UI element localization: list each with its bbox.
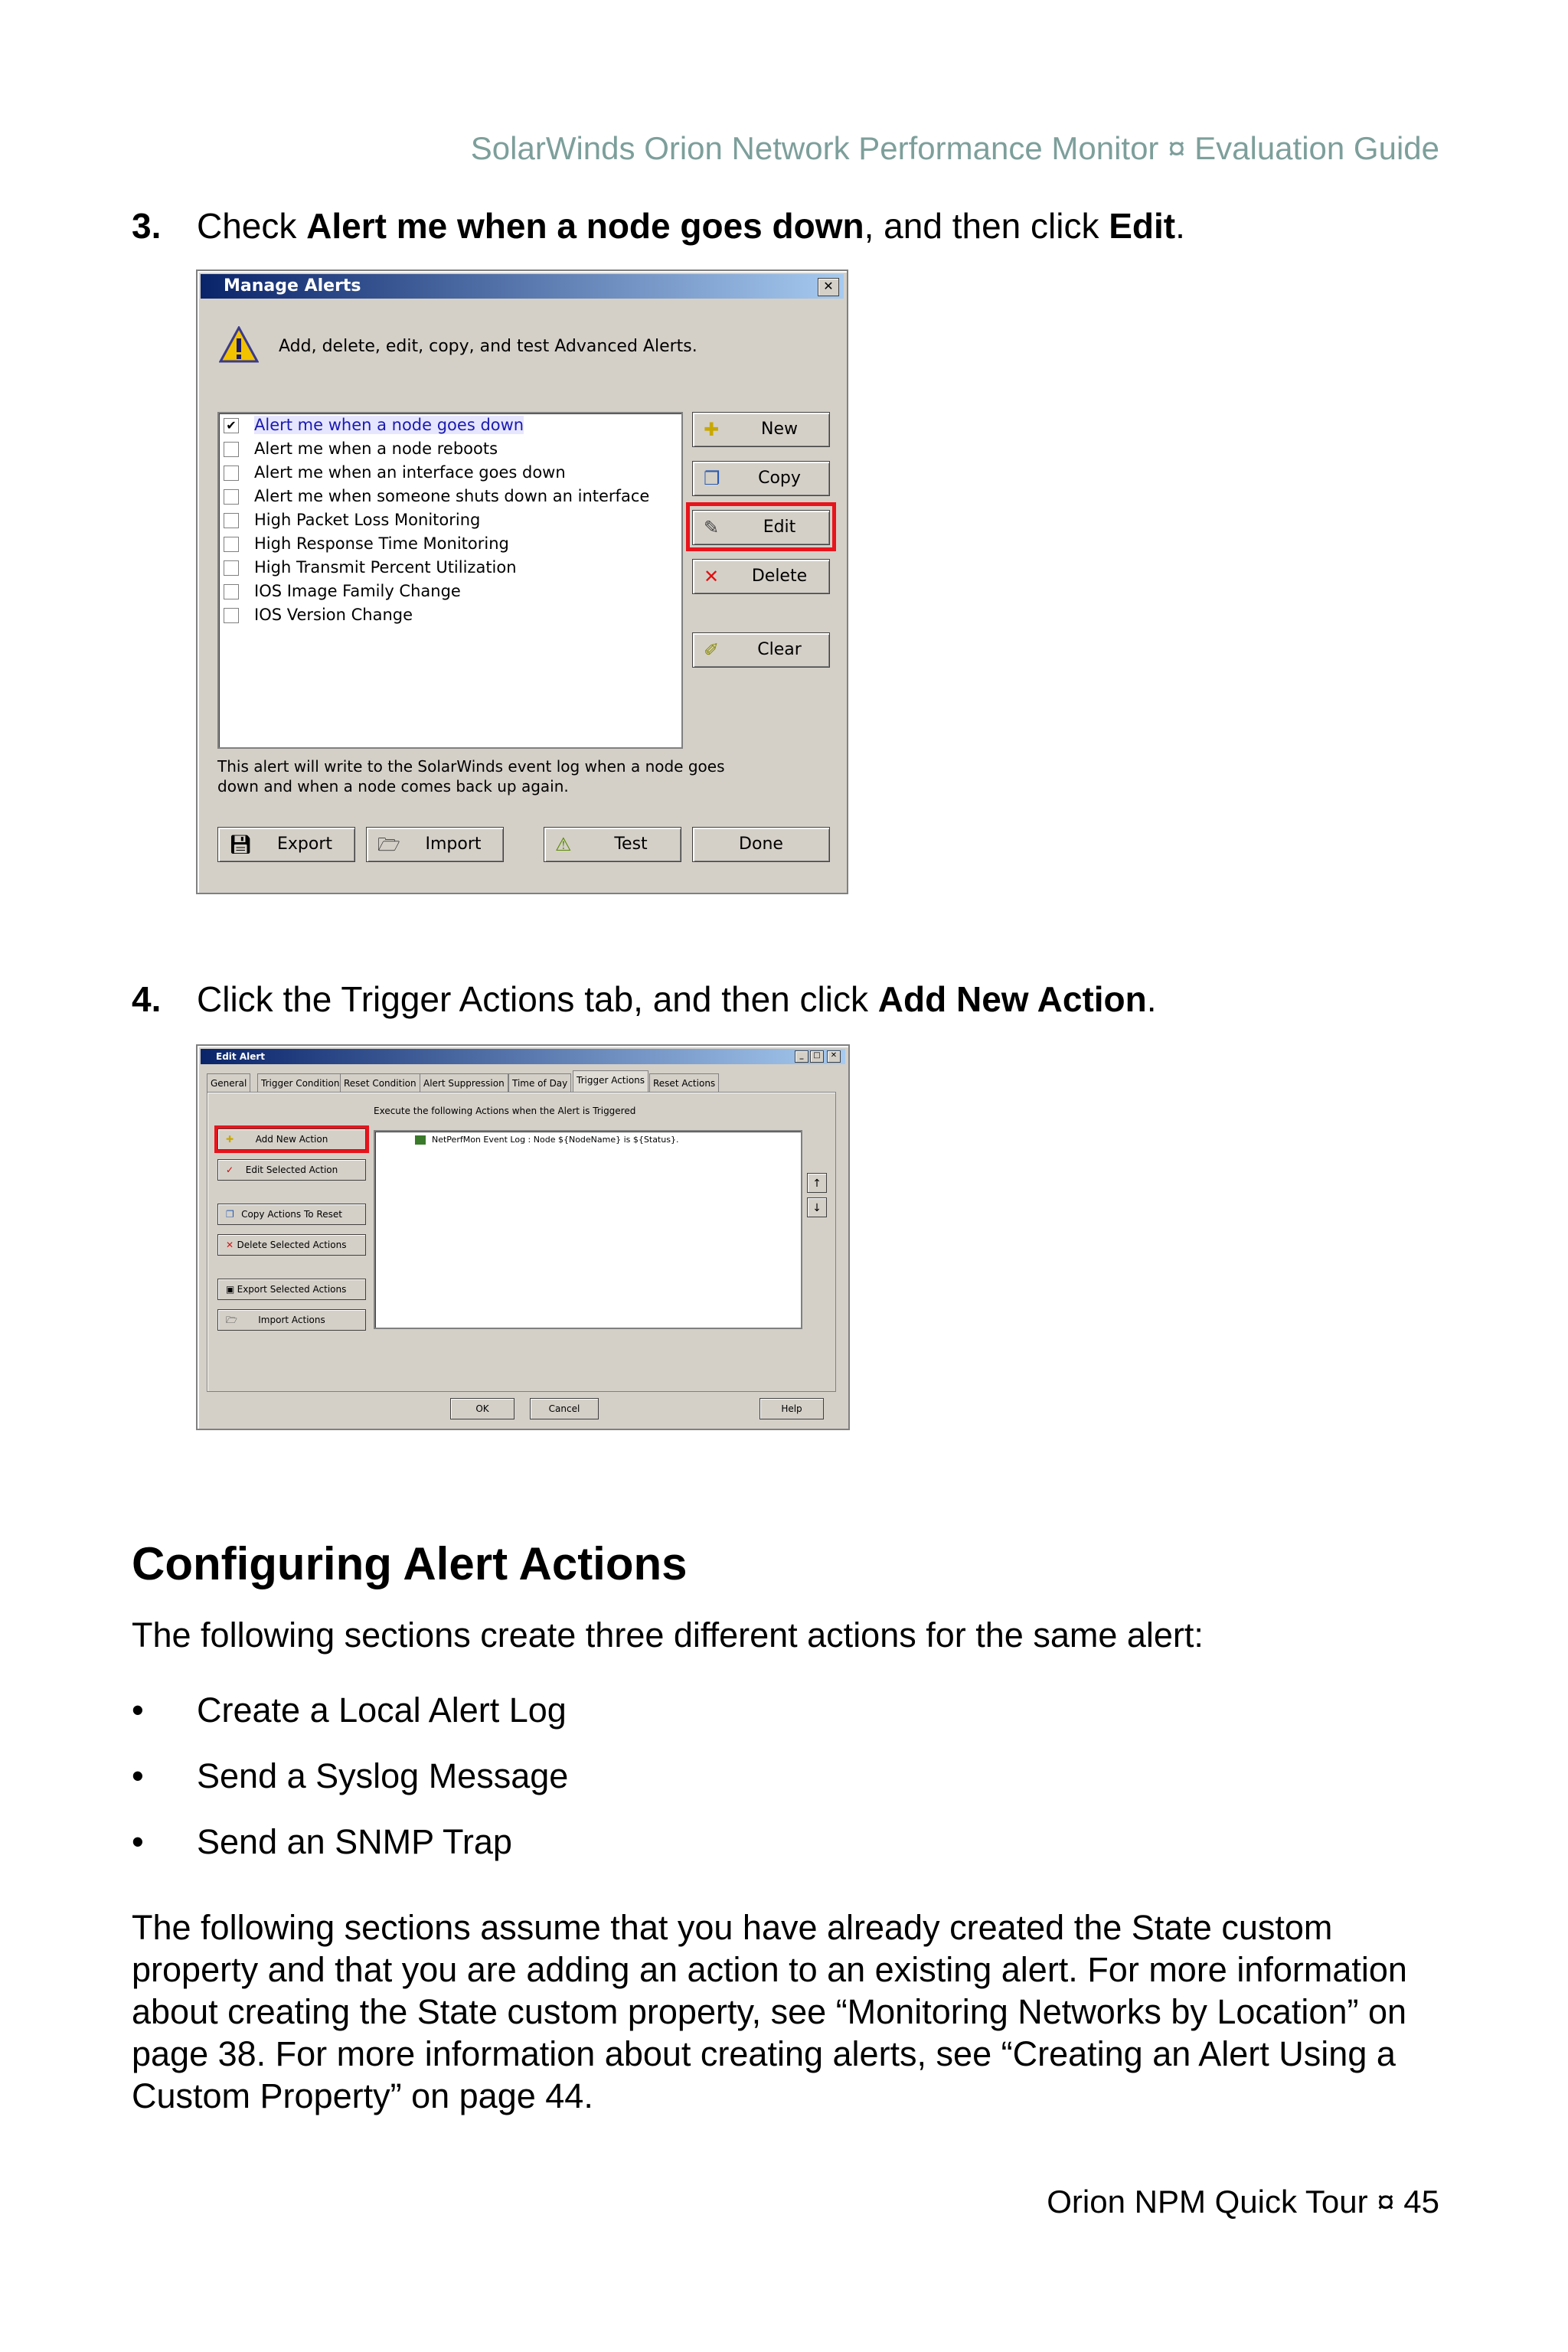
list-item xyxy=(132,1822,897,1865)
dialog-description: Add, delete, edit, copy, and test Advanced Alerts. xyxy=(279,337,697,356)
move-up-button[interactable]: ↑ xyxy=(807,1173,827,1193)
save-icon: ▣ xyxy=(226,1284,235,1295)
step-4 xyxy=(132,978,1433,1024)
step-text xyxy=(197,205,1185,247)
maximize-icon[interactable]: □ xyxy=(810,1050,824,1063)
button-label: Done xyxy=(739,835,783,854)
ok-button[interactable]: OK xyxy=(450,1398,514,1419)
tab-reset-actions[interactable]: Reset Actions xyxy=(649,1073,719,1093)
close-icon[interactable]: ✕ xyxy=(827,1050,841,1063)
check-icon: ✓ xyxy=(226,1165,234,1175)
alert-description xyxy=(217,756,725,796)
help-button[interactable]: Help xyxy=(760,1398,824,1419)
action-item[interactable] xyxy=(415,1135,678,1145)
list-item[interactable] xyxy=(224,603,413,626)
export-button[interactable] xyxy=(217,827,355,862)
bold-alert-name: Alert me when a node goes down xyxy=(306,206,864,246)
bullet-glyph: • xyxy=(132,1756,144,1795)
list-item[interactable] xyxy=(224,485,649,508)
page-footer: Orion NPM Quick Tour ¤ 45 xyxy=(1047,2184,1439,2220)
actions-list[interactable] xyxy=(374,1130,802,1329)
tab-general[interactable]: General xyxy=(207,1073,250,1093)
tab-reset-condition[interactable]: Reset Condition xyxy=(340,1073,420,1093)
closing-paragraph: The following sections assume that you have already created the State custom property and that you are adding an action to an existing alert. For more information about creating the State custom property, see “Monitoring Networks by Location” on page 38. For more information about creating alerts, see “Creating an Alert Using a Custom Property” on page 44. xyxy=(132,1908,1407,2115)
text-pre: Click the Trigger Actions tab, and then click xyxy=(197,979,878,1019)
delete-icon: ✕ xyxy=(226,1240,234,1250)
test-button[interactable] xyxy=(544,827,681,862)
delete-icon: ✕ xyxy=(704,566,720,587)
folder-open-icon: 🗁 xyxy=(377,834,400,855)
step-text xyxy=(197,978,1157,1020)
new-button[interactable] xyxy=(692,412,830,447)
warning-icon xyxy=(219,326,259,363)
button-label: Import Actions xyxy=(258,1315,325,1325)
button-label: Add New Action xyxy=(255,1134,328,1145)
tab-trigger-actions[interactable]: Trigger Actions xyxy=(573,1070,648,1093)
alert-label: High Response Time Monitoring xyxy=(254,534,509,553)
list-item[interactable] xyxy=(224,508,480,531)
save-icon: 💾︎ xyxy=(229,834,253,855)
running-header: SolarWinds Orion Network Performance Monitor ¤ Evaluation Guide xyxy=(470,130,1439,166)
text-post: . xyxy=(1146,979,1157,1019)
test-icon: ⚠ xyxy=(555,834,572,855)
alert-label: IOS Version Change xyxy=(254,606,413,624)
list-item xyxy=(132,1756,897,1799)
step-number: 4. xyxy=(132,979,162,1019)
import-actions-button[interactable] xyxy=(217,1309,366,1331)
list-item-alert-node-down[interactable] xyxy=(224,413,524,436)
done-button[interactable] xyxy=(692,827,830,862)
event-log-icon xyxy=(415,1135,426,1145)
list-item xyxy=(132,1690,897,1733)
step-3 xyxy=(132,205,1433,251)
list-item[interactable] xyxy=(224,461,566,484)
checkbox[interactable] xyxy=(224,513,239,528)
button-label: New xyxy=(761,420,798,439)
checkbox[interactable] xyxy=(224,489,239,505)
plus-icon: ✚ xyxy=(704,419,720,440)
bullet-glyph: • xyxy=(132,1690,144,1730)
manage-alerts-dialog xyxy=(196,270,848,894)
alert-label: Alert me when an interface goes down xyxy=(254,463,566,482)
button-label: Copy Actions To Reset xyxy=(241,1209,342,1220)
tab-time-of-day[interactable]: Time of Day xyxy=(508,1073,571,1093)
checkbox[interactable]: ✔ xyxy=(224,418,239,433)
checkbox[interactable] xyxy=(224,466,239,481)
dialog-title: Edit Alert xyxy=(216,1051,266,1062)
checkbox[interactable] xyxy=(224,442,239,457)
button-label: Copy xyxy=(758,469,801,488)
highlight-edit-button xyxy=(686,502,836,551)
bullet-text: Send an SNMP Trap xyxy=(197,1822,512,1861)
alert-label: Alert me when someone shuts down an interface xyxy=(254,487,650,505)
eraser-icon: ✐ xyxy=(704,639,720,661)
folder-open-icon: 🗁 xyxy=(226,1315,237,1325)
text-mid: , and then click xyxy=(864,206,1109,246)
bullet-text: Create a Local Alert Log xyxy=(197,1690,567,1730)
button-label: Edit Selected Action xyxy=(245,1165,338,1175)
copy-button[interactable] xyxy=(692,461,830,496)
button-label: Export Selected Actions xyxy=(237,1284,347,1295)
button-label: Delete xyxy=(751,567,808,586)
plus-icon: ✚ xyxy=(226,1134,234,1145)
bold-add-new-action: Add New Action xyxy=(877,979,1147,1019)
copy-icon: ❐ xyxy=(704,468,720,489)
copy-actions-to-reset-button[interactable] xyxy=(217,1204,366,1225)
step-number: 3. xyxy=(132,206,162,246)
checkbox[interactable] xyxy=(224,537,239,552)
edit-selected-action-button[interactable] xyxy=(217,1159,366,1181)
bullet-glyph: • xyxy=(132,1822,144,1861)
list-item[interactable] xyxy=(224,532,509,555)
clear-button[interactable] xyxy=(692,632,830,668)
alert-label: Alert me when a node goes down xyxy=(254,416,524,434)
close-icon[interactable]: ✕ xyxy=(818,278,839,296)
tab-alert-suppression[interactable]: Alert Suppression xyxy=(420,1073,508,1093)
export-selected-actions-button[interactable] xyxy=(217,1279,366,1300)
delete-button[interactable] xyxy=(692,559,830,594)
checkbox[interactable] xyxy=(224,584,239,599)
button-label: Export xyxy=(276,835,332,854)
alert-label: High Transmit Percent Utilization xyxy=(254,558,517,577)
edit-icon: ✎ xyxy=(704,517,720,538)
edit-alert-dialog xyxy=(196,1044,850,1430)
alert-description-line: down and when a node comes back up again. xyxy=(217,777,569,795)
section-title: Configuring Alert Actions xyxy=(132,1538,688,1589)
alert-description-line: This alert will write to the SolarWinds event log when a node goes xyxy=(217,757,725,776)
import-button[interactable] xyxy=(366,827,504,862)
section-intro: The following sections create three different actions for the same alert: xyxy=(132,1615,1204,1655)
copy-icon: ❐ xyxy=(226,1209,234,1220)
button-label: Delete Selected Actions xyxy=(237,1240,347,1250)
checkbox[interactable] xyxy=(224,560,239,576)
list-item[interactable] xyxy=(224,580,461,603)
alert-label: High Packet Loss Monitoring xyxy=(254,511,481,529)
dialog-titlebar xyxy=(201,1049,845,1064)
text-pre: Check xyxy=(197,206,307,246)
action-label: NetPerfMon Event Log : Node ${NodeName} is ${Status}. xyxy=(432,1135,679,1145)
minimize-icon[interactable]: _ xyxy=(795,1050,808,1063)
text-post: . xyxy=(1175,206,1185,246)
button-label: Import xyxy=(425,835,482,854)
tab-trigger-condition[interactable]: Trigger Condition xyxy=(257,1073,343,1093)
cancel-button[interactable]: Cancel xyxy=(530,1398,599,1419)
alert-label: Alert me when a node reboots xyxy=(254,439,498,458)
list-item[interactable] xyxy=(224,437,498,460)
checkbox[interactable] xyxy=(224,608,239,623)
alert-label: IOS Image Family Change xyxy=(254,582,461,600)
delete-selected-actions-button[interactable] xyxy=(217,1234,366,1256)
bullet-text: Send a Syslog Message xyxy=(197,1756,569,1795)
dialog-title: Manage Alerts xyxy=(224,276,361,296)
highlight-add-new-action xyxy=(214,1125,369,1153)
actions-caption: Execute the following Actions when the Alert is Triggered xyxy=(374,1106,636,1116)
bold-edit: Edit xyxy=(1109,206,1176,246)
move-down-button[interactable]: ↓ xyxy=(807,1197,827,1217)
dialog-titlebar xyxy=(201,274,844,299)
button-label: Test xyxy=(614,835,648,854)
button-label: Clear xyxy=(757,640,802,659)
alerts-list[interactable] xyxy=(217,412,683,749)
button-label: Edit xyxy=(763,518,796,537)
list-item[interactable] xyxy=(224,556,517,579)
